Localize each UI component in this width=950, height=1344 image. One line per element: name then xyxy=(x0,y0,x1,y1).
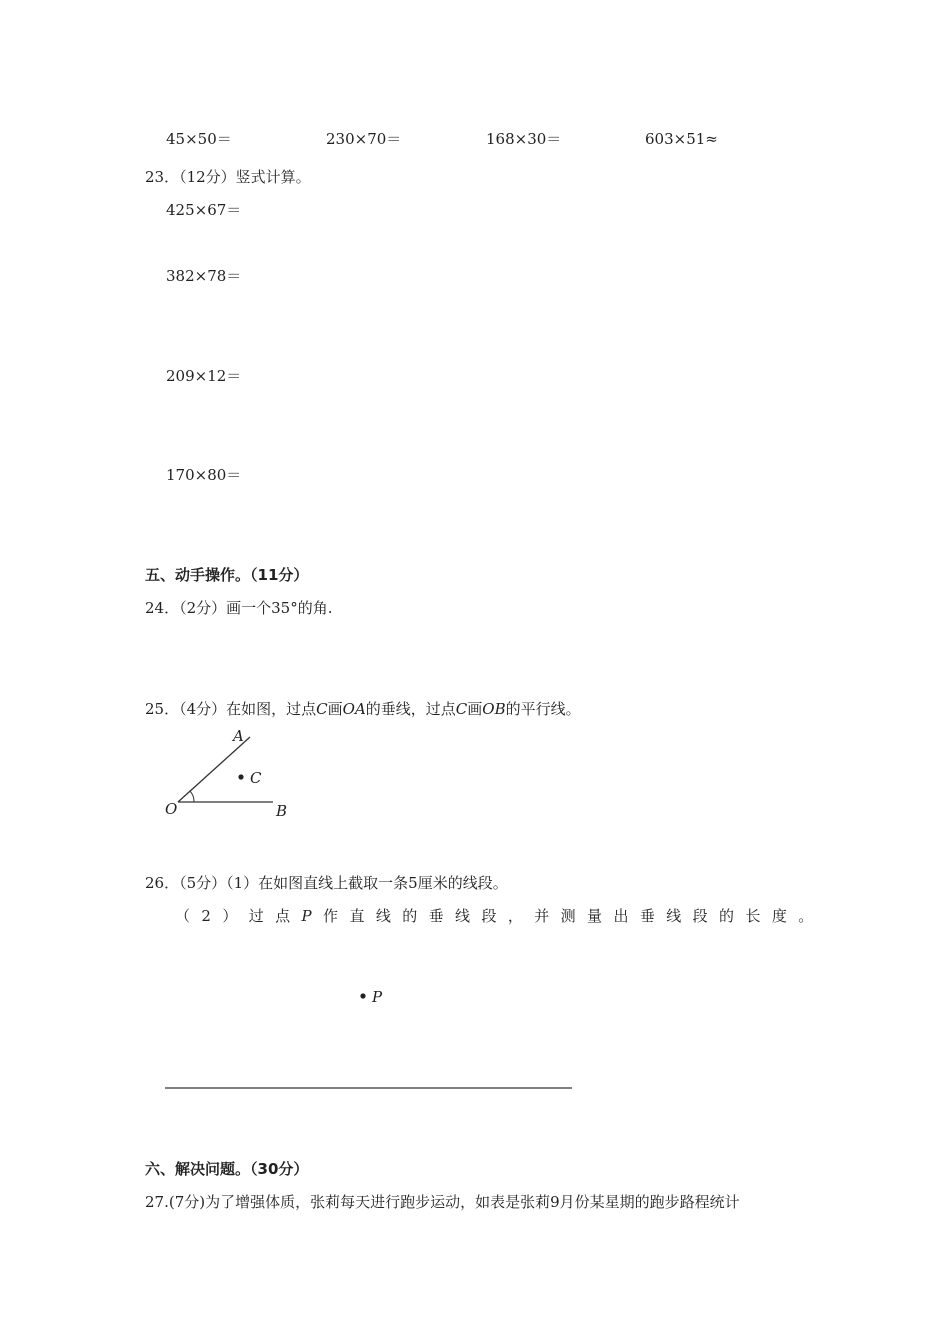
oral-calc-4: 603×51≈ xyxy=(645,130,718,148)
section-6-title: 六、解决问题。（30分） xyxy=(145,1160,309,1178)
oral-calc-2: 230×70＝ xyxy=(326,130,402,148)
q25-text-d: 画 xyxy=(467,700,483,718)
q25-point-c: C xyxy=(316,700,328,718)
q26-label-p: P xyxy=(372,988,383,1006)
section-5-title: 五、动手操作。（11分） xyxy=(145,566,309,584)
q25-ray-oa: OA xyxy=(342,700,366,718)
q25-text-a: 25．（4分）在如图，过点 xyxy=(145,700,317,718)
q26-point-p: P xyxy=(301,907,324,925)
q25-label-b: B xyxy=(276,802,288,820)
q26-line-2-a: （2）过点 xyxy=(175,907,302,925)
q25-label-c: C xyxy=(250,769,262,787)
q25-label-a: A xyxy=(233,727,244,745)
q25-text-e: 的平行线。 xyxy=(505,700,581,718)
q25-ray-ob: OB xyxy=(482,700,506,718)
q25-label-o: O xyxy=(165,800,178,818)
q23-title: 23．（12分）竖式计算。 xyxy=(145,168,311,186)
q27-text: 27.(7分)为了增强体质，张莉每天进行跑步运动，如表是张莉9月份某星期的跑步路程统计 xyxy=(145,1193,740,1211)
q25-text-c: 的垂线，过点 xyxy=(365,700,456,718)
oral-calc-3: 168×30＝ xyxy=(486,130,562,148)
q26-line-1: 26．（5分）（1）在如图直线上截取一条5厘米的线段。 xyxy=(145,874,508,892)
q23-item-3: 209×12＝ xyxy=(166,367,242,385)
oral-calc-1: 45×50＝ xyxy=(166,130,232,148)
q23-item-4: 170×80＝ xyxy=(166,466,242,484)
q24-text: 24．（2分）画一个35°的角. xyxy=(145,599,333,617)
q23-item-1: 425×67＝ xyxy=(166,201,242,219)
q25-text-b: 画 xyxy=(327,700,343,718)
point-p-dot xyxy=(360,993,365,998)
q23-item-2: 382×78＝ xyxy=(166,267,242,285)
q25-point-c-2: C xyxy=(455,700,468,718)
q26-line-2-b: 作直线的垂线段，并测量出垂线段的长度。 xyxy=(323,907,825,925)
